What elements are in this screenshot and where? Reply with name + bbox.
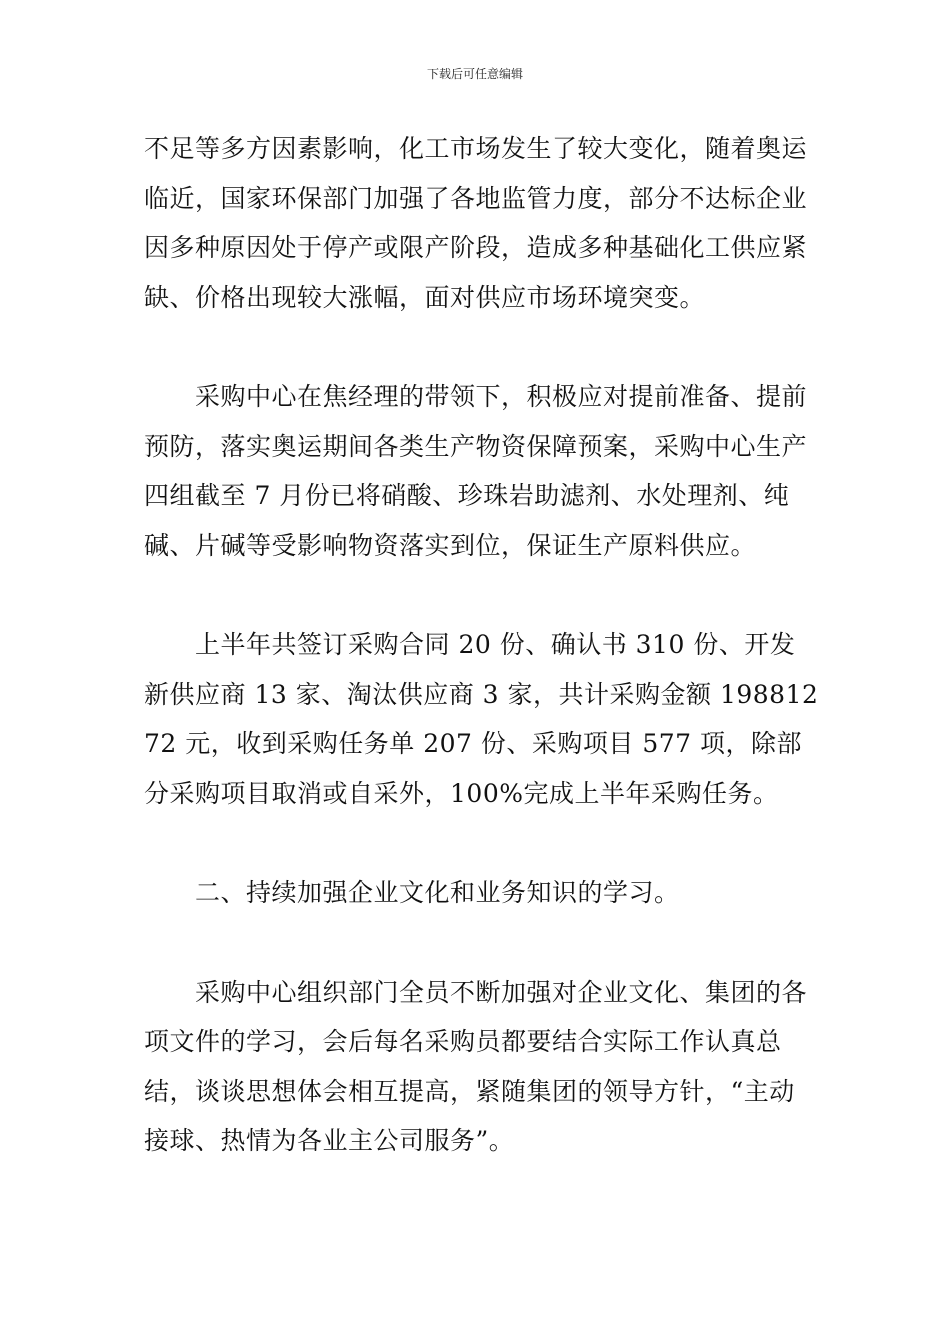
paragraph-half-year-summary: 上半年共签订采购合同 20 份、确认书 310 份、开发新供应商 13 家、淘汰供应商 3 家，共计采购金额 19881272 元，收到采购任务单 207 份、采购项目 577 项，除部分采购项目取消或自采外，100%完成上半年采购任务。 (144, 630, 819, 808)
paragraph-gap (144, 918, 820, 968)
paragraph-supply-assurance: 采购中心在焦经理的带领下，积极应对提前准备、提前预防，落实奥运期间各类生产物资保障预案，采购中心生产四组截至 7 月份已将硝酸、珍珠岩助滤剂、水处理剂、纯碱、片碱等受影响物资落实到位，保证生产原料供应。 (144, 382, 808, 560)
document-body (144, 124, 820, 1166)
paragraph-culture-learning: 采购中心组织部门全员不断加强对企业文化、集团的各项文件的学习，会后每名采购员都要结合实际工作认真总结，谈谈思想体会相互提高，紧随集团的领导方针，“主动接球、热情为各业主公司服务”。 (144, 977, 808, 1155)
page-header: 下载后可任意编辑 (426, 67, 523, 81)
paragraph-market-change: 不足等多方因素影响，化工市场发生了较大变化，随着奥运临近，国家环保部门加强了各地监管力度，部分不达标企业因多种原因处于停产或限产阶段，造成多种基础化工供应紧缺、价格出现较大涨幅，面对供应市场环境突变。 (144, 134, 808, 312)
section-heading-learning: 二、持续加强企业文化和业务知识的学习。 (144, 878, 680, 907)
paragraph-gap (144, 322, 820, 372)
paragraph-gap (144, 570, 820, 620)
paragraph-gap (144, 818, 820, 868)
